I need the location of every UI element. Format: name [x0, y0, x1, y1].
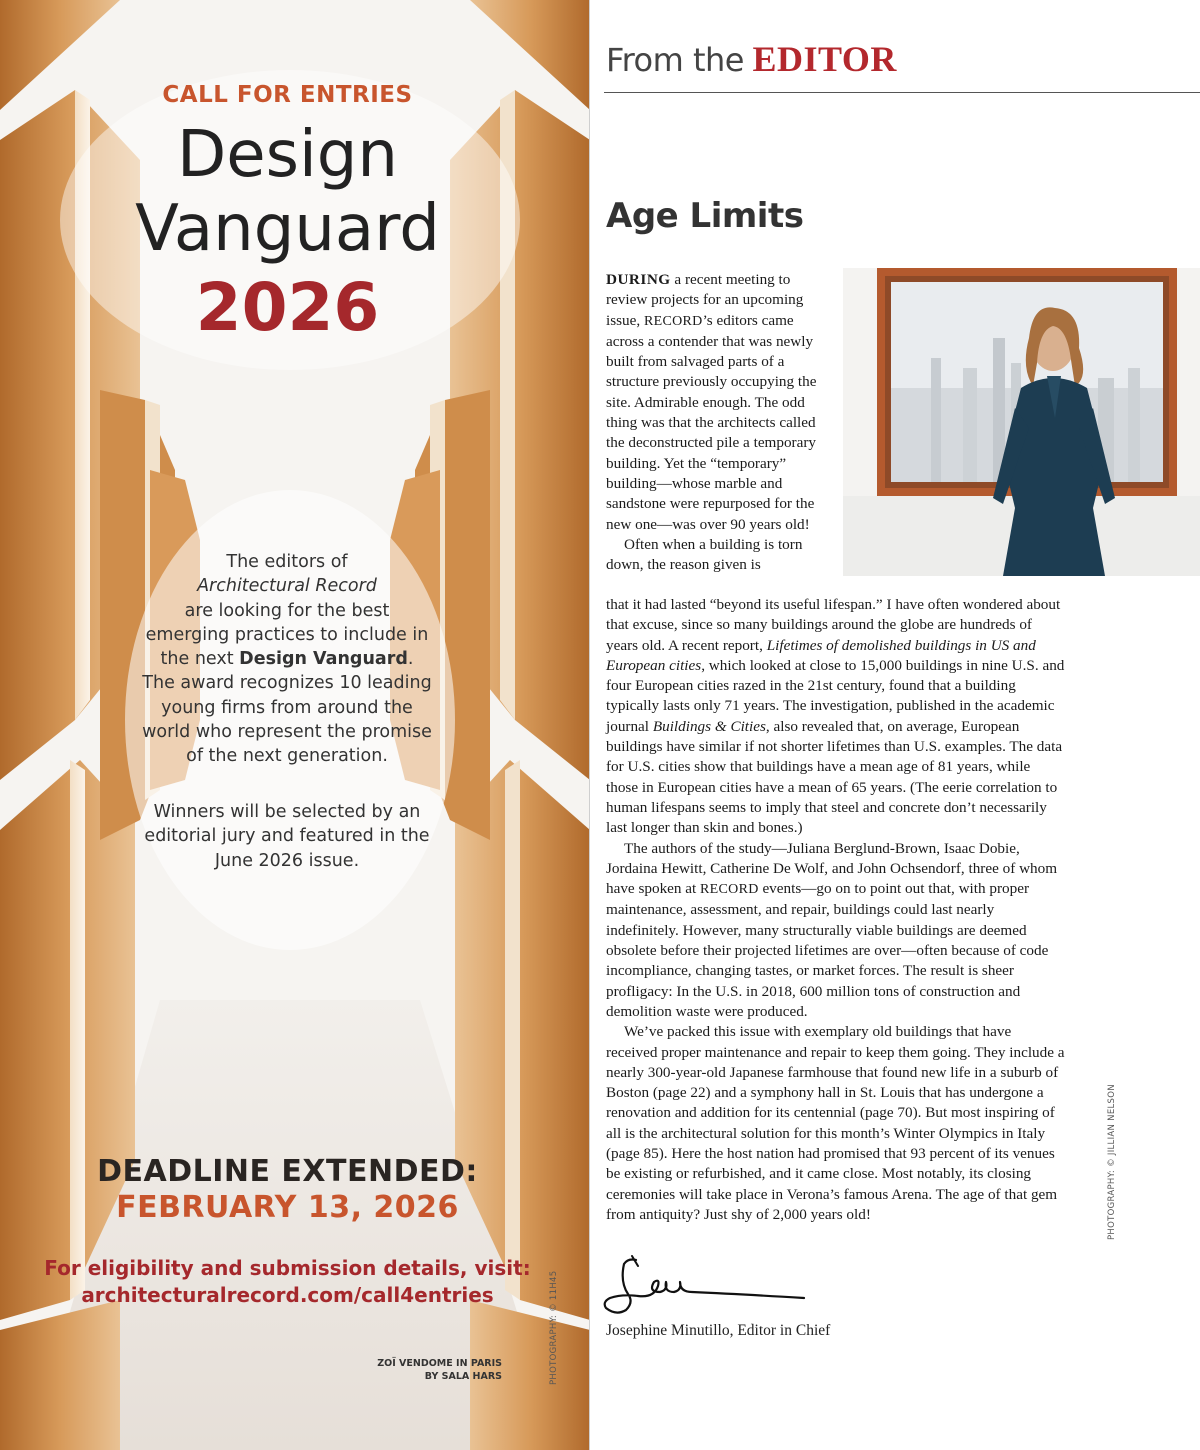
photo-caption: [300, 1357, 502, 1383]
magazine-name: Architectural Record: [197, 576, 377, 597]
p2-part-b: that it had lasted “beyond its useful lifespan.” I have often wondered about that excuse, since so many buildings around the globe are hundreds of years old. A recent report,: [606, 596, 1061, 654]
p1-part-a: a recent meeting to review projects for an upcoming issue,: [606, 271, 804, 329]
ad-title-line2: Vanguard: [135, 192, 440, 266]
caption-line1: ZOÏ VENDOME IN PARIS: [377, 1358, 502, 1369]
opening-word: DURING: [606, 271, 671, 288]
details-line: For eligibility and submission details, visit:: [44, 1256, 531, 1280]
editor-portrait-photo: [843, 268, 1200, 576]
record-smallcaps: RECORD: [643, 313, 703, 329]
ad-year: 2026: [195, 269, 380, 346]
p2-part-d: , also revealed that, on average, European buildings have similar if not shorter lifetimes than U.S. examples. The data for U.S. cities show that buildings have a mean age of 81 years, while those in European cities have a mean of 65 years. (The eerie correlation to human lifespans seems to imply that steel and concrete don’t necessarily last longer than skin and bones.): [606, 717, 1063, 837]
record-smallcaps-2: RECORD: [700, 882, 759, 898]
header-prefix: From the: [606, 41, 744, 79]
page-gutter: [589, 0, 590, 1450]
ad-photo-credit: PHOTOGRAPHY: © 11H45: [549, 1270, 559, 1385]
intro-end: . The award recognizes 10 leading young firms from around the world who represent the promise of the next generation.: [142, 649, 432, 767]
intro-lead: The editors of: [226, 552, 348, 572]
details-url-link[interactable]: architecturalrecord.com/call4entries: [81, 1283, 494, 1307]
caption-line2: BY SALA HARS: [424, 1371, 502, 1382]
p1-part-b: ’s editors came across a contender that was newly built from salvaged parts of a structure previously occupying the site. Admirable enough. The odd thing was that the architects called the deconstructed pile a temporary building. Yet the “temporary” building—whose marble and sandstone were repurposed for the new one—was over 90 years old!: [606, 311, 817, 533]
design-vanguard-ad: [0, 0, 590, 1450]
deadline-label: DEADLINE EXTENDED:: [97, 1154, 478, 1189]
intro-middle: are looking for the best emerging practices to include in the next: [145, 600, 429, 670]
portrait-illustration: [843, 268, 1200, 576]
article-title: Age Limits: [606, 196, 804, 236]
section-header: [606, 38, 897, 80]
p3-part-a: The authors of the study—Juliana Berglund-Brown, Isaac Dobie, Jordaina Hewitt, Catherine De Wolf, and John Ochsendorf, three of whom have spoken at: [606, 839, 1058, 898]
article-body-wide: [606, 595, 1066, 1225]
program-name: Design Vanguard: [239, 649, 408, 670]
call-for-entries-label: CALL FOR ENTRIES: [162, 82, 413, 108]
header-rule: [604, 92, 1200, 93]
deadline-date: FEBRUARY 13, 2026: [116, 1190, 459, 1225]
p3-part-b: events—go on to point out that, with proper maintenance, assessment, and repair, buildings could last nearly indefinitely. However, many structurally viable buildings are deemed obsolete before their projected lifetimes are over—often because of code incompliance, changing tastes, or market forces. The result is sheer profligacy: In the U.S. in 2018, 600 million tons of construction and demolition waste were produced.: [606, 880, 1049, 1020]
ad-title-line1: Design: [177, 118, 398, 192]
paragraph-4: We’ve packed this issue with exemplary old buildings that have received proper maintenance and repair to keep them going. They include a nearly 300-year-old Japanese farmhouse that found new life in a suburb of Boston (page 22) and a symphony hall in St. Louis that has undergone a renovation and addition for its centennial (page 70). But most inspiring of all is the architectural solution for this month’s Winter Olympics in Italy (page 85). Here the host nation had promised that 93 percent of its venues be existing or refurbished, and it came close. Most notably, its closing ceremonies will take place in Verona’s famous Arena. The age of that gem from antiquity? Just shy of 2,000 years old!: [606, 1023, 1065, 1223]
ad-intro-text: [142, 550, 432, 769]
journal-title: Buildings & Cities: [652, 717, 766, 735]
article-body-narrow: [606, 270, 832, 575]
p2-part-c: , which looked at close to 15,000 buildings in nine U.S. and four European cities razed in the 21st century, found that a building typically lasts only 71 years. The investigation, published in the academic journal: [606, 656, 1065, 735]
ad-winners-text: Winners will be selected by an editorial jury and featured in the June 2026 issue.: [144, 802, 430, 871]
header-emphasis: EDITOR: [752, 39, 897, 79]
paragraph-3: [606, 839, 1066, 1023]
paragraph-1: [606, 270, 832, 535]
editor-signature: [598, 1252, 818, 1322]
editorial-photo-credit: PHOTOGRAPHY: © JILLIAN NELSON: [1107, 1084, 1117, 1240]
signature-name: Josephine Minutillo, Editor in Chief: [606, 1322, 831, 1339]
submission-details: [0, 1255, 575, 1309]
paragraph-2-start: Often when a building is torn down, the reason given is: [606, 535, 803, 574]
report-title: Lifetimes of demolished buildings in US and European cities: [606, 636, 1036, 674]
paragraph-2: [606, 595, 1066, 839]
